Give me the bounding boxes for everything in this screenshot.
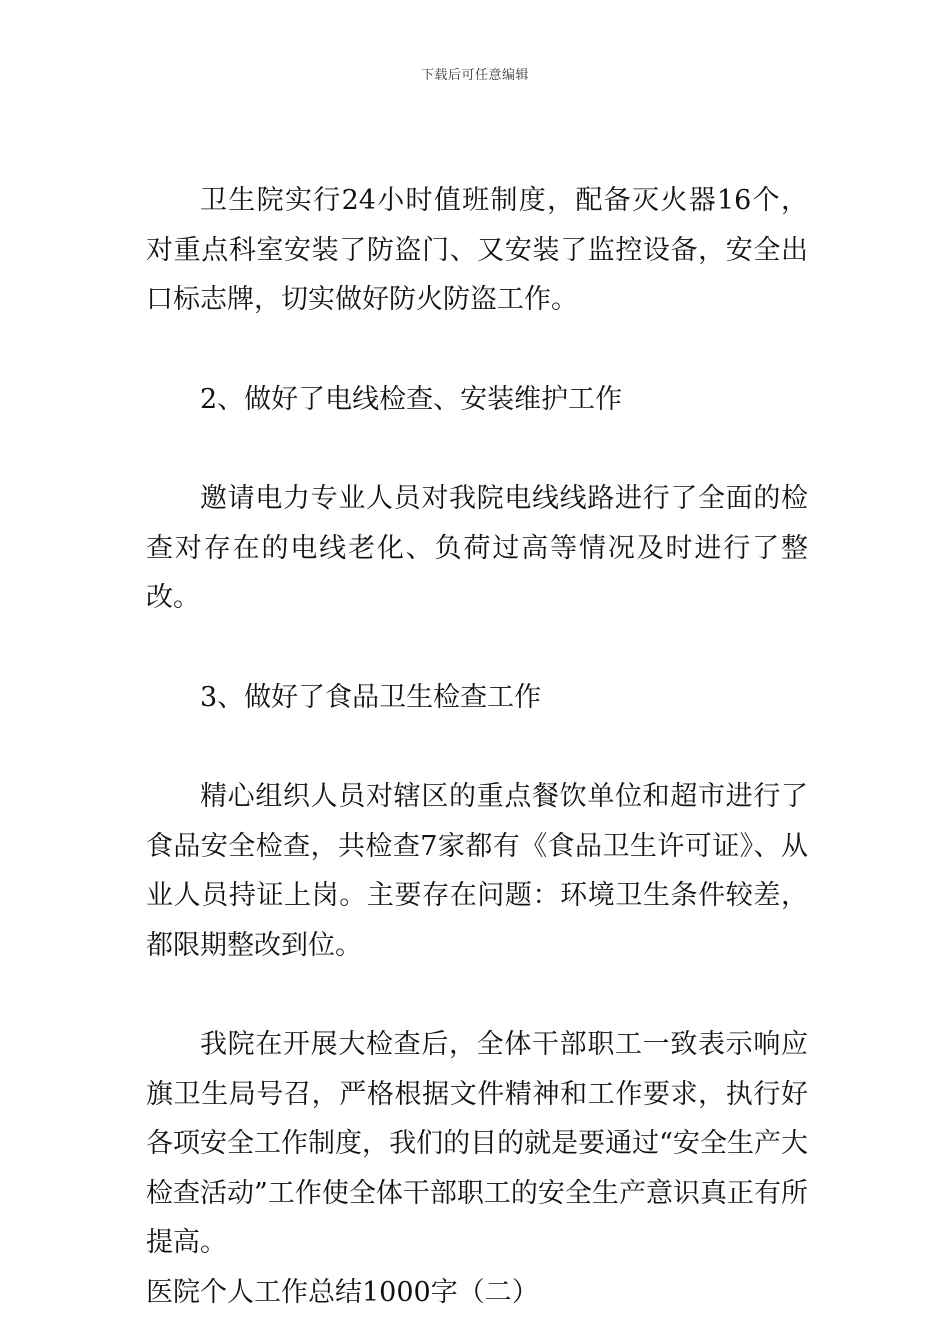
- paragraph-gap: [146, 325, 808, 375]
- page-header: 下载后可任意编辑: [420, 68, 529, 83]
- paragraph-gap: [146, 722, 808, 772]
- next-section-title: 医院个人工作总结1000字（二）: [146, 1276, 539, 1308]
- paragraph-gap: [146, 623, 808, 673]
- paragraph-wiring: 邀请电力专业人员对我院电线线路进行了全面的检查对存在的电线老化、负荷过高等情况及时进行了整改。: [146, 483, 808, 613]
- paragraph-gap: [146, 424, 808, 474]
- section-heading-wiring: 2、做好了电线检查、安装维护工作: [200, 383, 623, 415]
- paragraph-food: 精心组织人员对辖区的重点餐饮单位和超市进行了食品安全检查，共检查7家都有《食品卫生许可证》、从业人员持证上岗。主要存在问题：环境卫生条件较差，都限期整改到位。: [146, 781, 808, 961]
- document-body: [146, 176, 808, 1317]
- section-heading-food: 3、做好了食品卫生检查工作: [200, 681, 542, 713]
- paragraph-summary: 我院在开展大检查后，全体干部职工一致表示响应旗卫生局号召，严格根据文件精神和工作要求，执行好各项安全工作制度，我们的目的就是要通过“安全生产大检查活动”工作使全体干部职工的安全生产意识真正有所提高。: [146, 1029, 808, 1258]
- paragraph-security-duty: 卫生院实行24小时值班制度，配备灭火器16个，对重点科室安装了防盗门、又安装了监控设备，安全出口标志牌，切实做好防火防盗工作。: [146, 185, 808, 315]
- paragraph-gap: [146, 970, 808, 1020]
